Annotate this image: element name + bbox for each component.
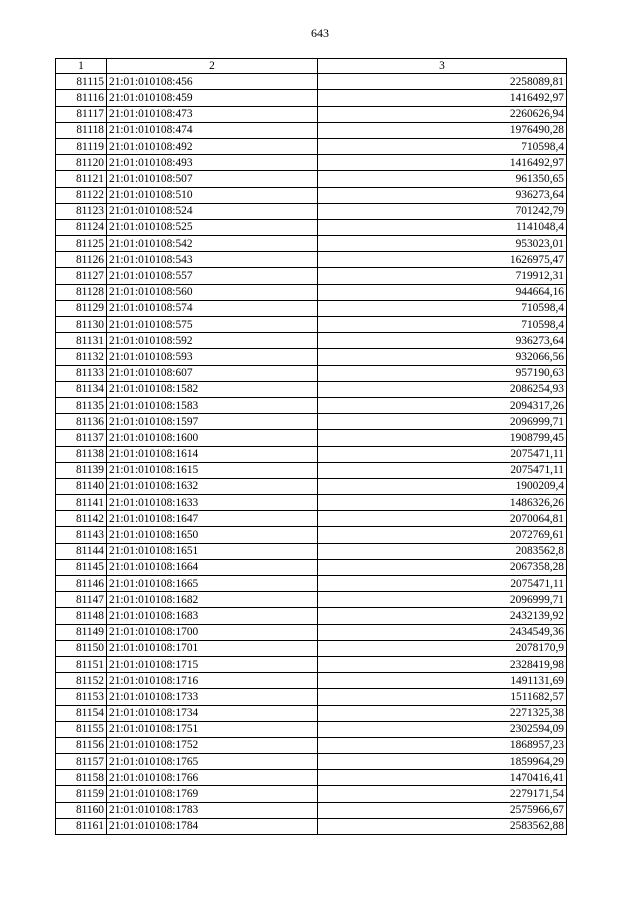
cadastral-number-cell: 21:01:010108:1664 xyxy=(107,559,318,575)
row-number-cell: 81142 xyxy=(56,511,107,527)
table-row xyxy=(56,624,567,640)
cadastral-number-cell: 21:01:010108:1783 xyxy=(107,802,318,818)
cadastral-value-cell: 2067358,28 xyxy=(318,559,567,575)
cadastral-number-cell: 21:01:010108:1716 xyxy=(107,673,318,689)
cadastral-value-cell: 1416492,97 xyxy=(318,90,567,106)
cadastral-number-cell: 21:01:010108:459 xyxy=(107,90,318,106)
cadastral-number-cell: 21:01:010108:1701 xyxy=(107,640,318,656)
cadastral-number-cell: 21:01:010108:1769 xyxy=(107,786,318,802)
table-row xyxy=(56,365,567,381)
cadastral-number-cell: 21:01:010108:1582 xyxy=(107,381,318,397)
cadastral-value-cell: 953023,01 xyxy=(318,236,567,252)
row-number-cell: 81151 xyxy=(56,656,107,672)
cadastral-number-cell: 21:01:010108:543 xyxy=(107,252,318,268)
table-row xyxy=(56,430,567,446)
cadastral-number-cell: 21:01:010108:1682 xyxy=(107,592,318,608)
page-number: 643 xyxy=(311,26,329,40)
row-number-cell: 81139 xyxy=(56,462,107,478)
table-row xyxy=(56,462,567,478)
cadastral-value-cell: 2075471,11 xyxy=(318,462,567,478)
cadastral-value-cell: 2075471,11 xyxy=(318,576,567,592)
cadastral-number-cell: 21:01:010108:593 xyxy=(107,349,318,365)
column-header-1: 1 xyxy=(56,59,107,74)
cadastral-value-cell: 1511682,57 xyxy=(318,689,567,705)
cadastral-number-cell: 21:01:010108:1734 xyxy=(107,705,318,721)
table-row xyxy=(56,219,567,235)
table-row xyxy=(56,818,567,834)
table-row xyxy=(56,284,567,300)
row-number-cell: 81124 xyxy=(56,219,107,235)
cadastral-value-cell: 936273,64 xyxy=(318,333,567,349)
table-row xyxy=(56,527,567,543)
table-row xyxy=(56,689,567,705)
cadastral-number-cell: 21:01:010108:525 xyxy=(107,219,318,235)
row-number-cell: 81146 xyxy=(56,576,107,592)
cadastral-number-cell: 21:01:010108:510 xyxy=(107,187,318,203)
cadastral-number-cell: 21:01:010108:1651 xyxy=(107,543,318,559)
row-number-cell: 81130 xyxy=(56,317,107,333)
cadastral-number-cell: 21:01:010108:1751 xyxy=(107,721,318,737)
row-number-cell: 81117 xyxy=(56,106,107,122)
cadastral-value-cell: 1626975,47 xyxy=(318,252,567,268)
row-number-cell: 81134 xyxy=(56,381,107,397)
header-row xyxy=(56,59,567,74)
table-row xyxy=(56,511,567,527)
cadastral-value-cell: 2258089,81 xyxy=(318,74,567,90)
cadastral-value-cell: 2575966,67 xyxy=(318,802,567,818)
cadastral-number-cell: 21:01:010108:1633 xyxy=(107,495,318,511)
table-row xyxy=(56,559,567,575)
cadastral-number-cell: 21:01:010108:557 xyxy=(107,268,318,284)
cadastral-number-cell: 21:01:010108:524 xyxy=(107,203,318,219)
cadastral-number-cell: 21:01:010108:592 xyxy=(107,333,318,349)
cadastral-number-cell: 21:01:010108:574 xyxy=(107,300,318,316)
cadastral-value-cell: 944664,16 xyxy=(318,284,567,300)
row-number-cell: 81140 xyxy=(56,478,107,494)
row-number-cell: 81121 xyxy=(56,171,107,187)
table-row xyxy=(56,74,567,90)
row-number-cell: 81161 xyxy=(56,818,107,834)
cadastral-number-cell: 21:01:010108:1647 xyxy=(107,511,318,527)
row-number-cell: 81118 xyxy=(56,122,107,138)
cadastral-value-cell: 2083562,8 xyxy=(318,543,567,559)
row-number-cell: 81158 xyxy=(56,770,107,786)
cadastral-value-cell: 2072769,61 xyxy=(318,527,567,543)
table-row xyxy=(56,446,567,462)
row-number-cell: 81156 xyxy=(56,737,107,753)
cadastral-value-cell: 2583562,88 xyxy=(318,818,567,834)
row-number-cell: 81147 xyxy=(56,592,107,608)
row-number-cell: 81144 xyxy=(56,543,107,559)
cadastral-number-cell: 21:01:010108:560 xyxy=(107,284,318,300)
table-row xyxy=(56,414,567,430)
column-header-3: 3 xyxy=(318,59,567,74)
cadastral-number-cell: 21:01:010108:1784 xyxy=(107,818,318,834)
cadastral-value-cell: 2279171,54 xyxy=(318,786,567,802)
table-row xyxy=(56,397,567,413)
table-row xyxy=(56,317,567,333)
cadastral-number-cell: 21:01:010108:1715 xyxy=(107,656,318,672)
row-number-cell: 81150 xyxy=(56,640,107,656)
table-row xyxy=(56,770,567,786)
table-row xyxy=(56,754,567,770)
table-header xyxy=(56,59,567,74)
table-row xyxy=(56,576,567,592)
row-number-cell: 81145 xyxy=(56,559,107,575)
table-row xyxy=(56,171,567,187)
row-number-cell: 81141 xyxy=(56,495,107,511)
table-row xyxy=(56,155,567,171)
table-row xyxy=(56,90,567,106)
row-number-cell: 81119 xyxy=(56,138,107,154)
row-number-cell: 81129 xyxy=(56,300,107,316)
cadastral-number-cell: 21:01:010108:1614 xyxy=(107,446,318,462)
table-row xyxy=(56,106,567,122)
row-number-cell: 81123 xyxy=(56,203,107,219)
row-number-cell: 81148 xyxy=(56,608,107,624)
cadastral-value-cell: 719912,31 xyxy=(318,268,567,284)
table-row xyxy=(56,608,567,624)
cadastral-value-cell: 1908799,45 xyxy=(318,430,567,446)
cadastral-value-cell: 710598,4 xyxy=(318,300,567,316)
table-row xyxy=(56,705,567,721)
cadastral-number-cell: 21:01:010108:1632 xyxy=(107,478,318,494)
row-number-cell: 81152 xyxy=(56,673,107,689)
cadastral-value-cell: 2078170,9 xyxy=(318,640,567,656)
cadastral-number-cell: 21:01:010108:473 xyxy=(107,106,318,122)
table-row xyxy=(56,592,567,608)
row-number-cell: 81127 xyxy=(56,268,107,284)
row-number-cell: 81122 xyxy=(56,187,107,203)
cadastral-number-cell: 21:01:010108:1650 xyxy=(107,527,318,543)
cadastral-number-cell: 21:01:010108:1583 xyxy=(107,397,318,413)
table-row xyxy=(56,122,567,138)
row-number-cell: 81155 xyxy=(56,721,107,737)
row-number-cell: 81159 xyxy=(56,786,107,802)
table-row xyxy=(56,349,567,365)
cadastral-value-cell: 2070064,81 xyxy=(318,511,567,527)
table-row xyxy=(56,640,567,656)
row-number-cell: 81115 xyxy=(56,74,107,90)
cadastral-number-cell: 21:01:010108:1766 xyxy=(107,770,318,786)
cadastral-value-table xyxy=(55,58,567,835)
cadastral-value-cell: 1416492,97 xyxy=(318,155,567,171)
cadastral-value-cell: 2302594,09 xyxy=(318,721,567,737)
cadastral-value-cell: 1486326,26 xyxy=(318,495,567,511)
cadastral-value-cell: 2075471,11 xyxy=(318,446,567,462)
cadastral-number-cell: 21:01:010108:1600 xyxy=(107,430,318,446)
cadastral-number-cell: 21:01:010108:474 xyxy=(107,122,318,138)
cadastral-number-cell: 21:01:010108:493 xyxy=(107,155,318,171)
cadastral-number-cell: 21:01:010108:492 xyxy=(107,138,318,154)
cadastral-number-cell: 21:01:010108:575 xyxy=(107,317,318,333)
cadastral-number-cell: 21:01:010108:1665 xyxy=(107,576,318,592)
row-number-cell: 81120 xyxy=(56,155,107,171)
cadastral-number-cell: 21:01:010108:1615 xyxy=(107,462,318,478)
row-number-cell: 81135 xyxy=(56,397,107,413)
cadastral-value-cell: 1900209,4 xyxy=(318,478,567,494)
table-row xyxy=(56,252,567,268)
cadastral-number-cell: 21:01:010108:1700 xyxy=(107,624,318,640)
row-number-cell: 81133 xyxy=(56,365,107,381)
table-row xyxy=(56,236,567,252)
cadastral-value-cell: 1976490,28 xyxy=(318,122,567,138)
row-number-cell: 81128 xyxy=(56,284,107,300)
cadastral-value-cell: 1491131,69 xyxy=(318,673,567,689)
cadastral-number-cell: 21:01:010108:456 xyxy=(107,74,318,90)
row-number-cell: 81136 xyxy=(56,414,107,430)
row-number-cell: 81154 xyxy=(56,705,107,721)
cadastral-value-cell: 710598,4 xyxy=(318,317,567,333)
cadastral-value-cell: 1859964,29 xyxy=(318,754,567,770)
cadastral-number-cell: 21:01:010108:1683 xyxy=(107,608,318,624)
table-row xyxy=(56,203,567,219)
table-body xyxy=(56,74,567,835)
cadastral-value-cell: 1141048,4 xyxy=(318,219,567,235)
table-row xyxy=(56,381,567,397)
cadastral-value-cell: 710598,4 xyxy=(318,138,567,154)
cadastral-value-cell: 932066,56 xyxy=(318,349,567,365)
row-number-cell: 81132 xyxy=(56,349,107,365)
table-row xyxy=(56,478,567,494)
table-row xyxy=(56,300,567,316)
table-row xyxy=(56,543,567,559)
cadastral-value-cell: 2260626,94 xyxy=(318,106,567,122)
cadastral-value-cell: 2271325,38 xyxy=(318,705,567,721)
row-number-cell: 81153 xyxy=(56,689,107,705)
table-row xyxy=(56,333,567,349)
cadastral-value-cell: 957190,63 xyxy=(318,365,567,381)
row-number-cell: 81125 xyxy=(56,236,107,252)
cadastral-value-cell: 2094317,26 xyxy=(318,397,567,413)
cadastral-number-cell: 21:01:010108:1733 xyxy=(107,689,318,705)
row-number-cell: 81138 xyxy=(56,446,107,462)
table-row xyxy=(56,673,567,689)
row-number-cell: 81137 xyxy=(56,430,107,446)
table-row xyxy=(56,268,567,284)
row-number-cell: 81143 xyxy=(56,527,107,543)
row-number-cell: 81131 xyxy=(56,333,107,349)
table-row xyxy=(56,786,567,802)
cadastral-value-cell: 2434549,36 xyxy=(318,624,567,640)
cadastral-value-cell: 2328419,98 xyxy=(318,656,567,672)
table-row xyxy=(56,656,567,672)
table-row xyxy=(56,495,567,511)
cadastral-number-cell: 21:01:010108:607 xyxy=(107,365,318,381)
cadastral-value-cell: 2432139,92 xyxy=(318,608,567,624)
row-number-cell: 81126 xyxy=(56,252,107,268)
table-row xyxy=(56,721,567,737)
cadastral-value-cell: 961350,65 xyxy=(318,171,567,187)
cadastral-value-cell: 701242,79 xyxy=(318,203,567,219)
cadastral-number-cell: 21:01:010108:1765 xyxy=(107,754,318,770)
cadastral-number-cell: 21:01:010108:542 xyxy=(107,236,318,252)
cadastral-value-cell: 2096999,71 xyxy=(318,414,567,430)
cadastral-number-cell: 21:01:010108:1597 xyxy=(107,414,318,430)
table-row xyxy=(56,737,567,753)
row-number-cell: 81157 xyxy=(56,754,107,770)
column-header-2: 2 xyxy=(107,59,318,74)
row-number-cell: 81160 xyxy=(56,802,107,818)
cadastral-number-cell: 21:01:010108:507 xyxy=(107,171,318,187)
cadastral-value-cell: 2096999,71 xyxy=(318,592,567,608)
row-number-cell: 81149 xyxy=(56,624,107,640)
cadastral-value-cell: 1868957,23 xyxy=(318,737,567,753)
cadastral-value-cell: 1470416,41 xyxy=(318,770,567,786)
row-number-cell: 81116 xyxy=(56,90,107,106)
cadastral-value-cell: 936273,64 xyxy=(318,187,567,203)
cadastral-number-cell: 21:01:010108:1752 xyxy=(107,737,318,753)
cadastral-value-cell: 2086254,93 xyxy=(318,381,567,397)
table-row xyxy=(56,802,567,818)
table-row xyxy=(56,138,567,154)
table-row xyxy=(56,187,567,203)
